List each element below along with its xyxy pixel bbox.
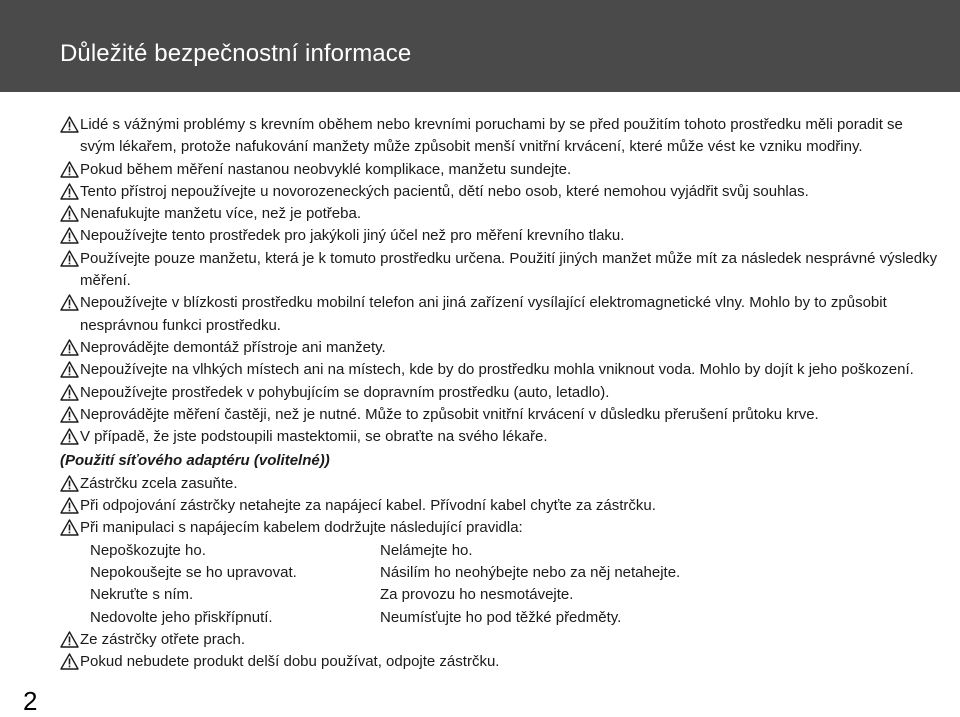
warning-text: Neprovádějte měření častěji, než je nutné. Může to způsobit vnitřní krvácení v důsledku přerušení průtoku krve. [80, 405, 819, 423]
cable-rule: Za provozu ho nesmotávejte. [380, 586, 574, 604]
warning-text: Při odpojování zástrčky netahejte za napájecí kabel. Přívodní kabel chyťte za zástrčku. [80, 497, 656, 515]
warning-text: Nenafukujte manžetu více, než je potřeba. [80, 205, 362, 223]
cable-rule: Nedovolte jeho přiskřípnutí. [90, 608, 273, 626]
cable-rule: Nepoškozujte ho. [90, 541, 206, 559]
warning-text: Při manipulaci s napájecím kabelem dodržujte následující pravidla: [80, 519, 523, 537]
warning-item [60, 426, 940, 448]
warning-triangle-icon [60, 384, 79, 401]
cable-rule: Neumísťujte ho pod těžké předměty. [380, 608, 622, 626]
warning-text: Pokud během měření nastanou neobvyklé komplikace, manžetu sundejte. [80, 160, 572, 178]
warning-text: Nepoužívejte v blízkosti prostředku mobilní telefon ani jiná zařízení vysílající elektromagnetické vlny. Mohlo by to způsobit nesprávnou funkci prostředku. [80, 294, 887, 334]
warning-text: Zástrčku zcela zasuňte. [80, 474, 238, 492]
warning-triangle-icon [60, 497, 79, 514]
adapter-warning-list [60, 473, 940, 540]
warning-triangle-icon [60, 519, 79, 536]
warning-item [60, 292, 940, 337]
warning-item [60, 359, 940, 381]
warning-text: Nepoužívejte prostředek v pohybujícím se dopravním prostředku (auto, letadlo). [80, 383, 610, 401]
warning-text: Ze zástrčky otřete prach. [80, 630, 246, 648]
warning-item [60, 225, 940, 247]
warning-text: Neprovádějte demontáž přístroje ani manžety. [80, 338, 386, 356]
warning-triangle-icon [60, 361, 79, 378]
warning-text: Tento přístroj nepoužívejte u novorozeneckých pacientů, dětí nebo osob, které nemohou vyjádřit svůj souhlas. [80, 182, 809, 200]
warning-triangle-icon [60, 339, 79, 356]
cable-rule: Nepokoušejte se ho upravovat. [90, 563, 297, 581]
warning-triangle-icon [60, 161, 79, 178]
warning-item [60, 404, 940, 426]
warning-item [60, 651, 940, 673]
warning-triangle-icon [60, 294, 79, 311]
header-bar [0, 0, 960, 92]
warning-triangle-icon [60, 116, 79, 133]
warning-list [60, 114, 940, 448]
warning-text: Nepoužívejte na vlhkých místech ani na místech, kde by do prostředku mohla vniknout voda. Mohlo by dojít k jeho poškození. [80, 361, 914, 379]
warning-triangle-icon [60, 631, 79, 648]
page-number: 2 [23, 686, 38, 716]
cable-rule: Násilím ho neohýbejte nebo za něj netahejte. [380, 563, 681, 581]
warning-text: V případě, že jste podstoupili mastektomii, se obraťte na svého lékaře. [80, 428, 548, 446]
warning-text: Pokud nebudete produkt delší dobu používat, odpojte zástrčku. [80, 653, 500, 671]
warning-triangle-icon [60, 653, 79, 670]
warning-triangle-icon [60, 250, 79, 267]
cable-rule: Nekruťte s ním. [90, 586, 194, 604]
warning-item [60, 248, 940, 293]
warning-triangle-icon [60, 428, 79, 445]
warning-item [60, 181, 940, 203]
page-title: Důležité bezpečnostní informace [60, 40, 412, 67]
warning-item [60, 629, 940, 651]
warning-triangle-icon [60, 475, 79, 492]
warning-triangle-icon [60, 406, 79, 423]
warning-item [60, 114, 940, 159]
warning-item [60, 382, 940, 404]
safety-content [60, 114, 940, 673]
cable-rule: Nelámejte ho. [380, 541, 473, 559]
warning-triangle-icon [60, 183, 79, 200]
warning-item [60, 473, 940, 495]
adapter-warning-list-end [60, 629, 940, 674]
adapter-section-title: (Použití síťového adaptéru (volitelné)) [60, 452, 330, 470]
cable-rules-table [90, 540, 940, 629]
warning-item [60, 495, 940, 517]
warning-item [60, 203, 940, 225]
warning-triangle-icon [60, 205, 79, 222]
warning-item [60, 517, 940, 539]
warning-triangle-icon [60, 227, 79, 244]
warning-item [60, 159, 940, 181]
warning-text: Lidé s vážnými problémy s krevním oběhem nebo krevními poruchami by se před použitím tohoto prostředku měli poradit se svým lékařem, protože nafukování manžety může způsobit menší vnitřní krvácení, které může vést ke vzniku modřiny. [80, 116, 903, 156]
warning-item [60, 337, 940, 359]
warning-text: Nepoužívejte tento prostředek pro jakýkoli jiný účel než pro měření krevního tlaku. [80, 227, 625, 245]
warning-text: Používejte pouze manžetu, která je k tomuto prostředku určena. Použití jiných manžet může mít za následek nesprávné výsledky měření. [80, 249, 938, 290]
